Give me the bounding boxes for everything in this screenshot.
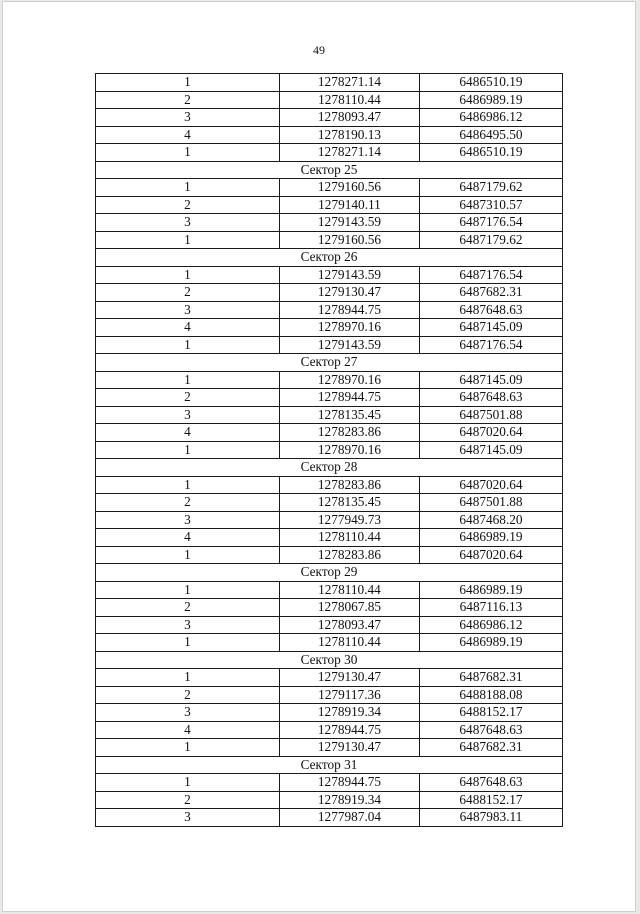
coordinate-y-cell: 6486986.12 (420, 616, 563, 634)
point-number-cell: 4 (96, 721, 280, 739)
coordinate-x-cell: 1279143.59 (280, 214, 420, 232)
point-number-cell: 1 (96, 739, 280, 757)
coordinate-y-cell: 6488188.08 (420, 686, 563, 704)
coordinate-x-cell: 1278135.45 (280, 406, 420, 424)
coordinate-y-cell: 6487682.31 (420, 669, 563, 687)
sector-header-row (96, 459, 563, 477)
coordinate-y-cell: 6486510.19 (420, 74, 563, 92)
table-row (96, 196, 563, 214)
coordinate-y-cell: 6487145.09 (420, 371, 563, 389)
coordinate-x-cell: 1279160.56 (280, 231, 420, 249)
coordinate-x-cell: 1278093.47 (280, 109, 420, 127)
sector-header-row (96, 564, 563, 582)
sector-title: Сектор 31 (96, 756, 563, 774)
point-number-cell: 1 (96, 336, 280, 354)
coordinate-x-cell: 1278135.45 (280, 494, 420, 512)
table-row (96, 441, 563, 459)
table-row (96, 686, 563, 704)
table-row (96, 74, 563, 92)
coordinate-y-cell: 6487179.62 (420, 179, 563, 197)
coordinate-x-cell: 1278271.14 (280, 74, 420, 92)
point-number-cell: 1 (96, 371, 280, 389)
coordinate-y-cell: 6487682.31 (420, 739, 563, 757)
coordinate-y-cell: 6486495.50 (420, 126, 563, 144)
coordinates-table-body (96, 74, 563, 827)
coordinate-x-cell: 1278944.75 (280, 389, 420, 407)
point-number-cell: 4 (96, 319, 280, 337)
coordinate-x-cell: 1278944.75 (280, 721, 420, 739)
point-number-cell: 1 (96, 581, 280, 599)
table-row (96, 126, 563, 144)
coordinate-x-cell: 1279140.11 (280, 196, 420, 214)
table-row (96, 336, 563, 354)
table-row (96, 389, 563, 407)
coordinate-y-cell: 6487648.63 (420, 389, 563, 407)
point-number-cell: 2 (96, 284, 280, 302)
point-number-cell: 1 (96, 546, 280, 564)
point-number-cell: 4 (96, 529, 280, 547)
coordinate-y-cell: 6487116.13 (420, 599, 563, 617)
coordinate-y-cell: 6487176.54 (420, 214, 563, 232)
page-number: 49 (313, 43, 325, 57)
coordinate-y-cell: 6487020.64 (420, 476, 563, 494)
table-row (96, 371, 563, 389)
coordinate-x-cell: 1278110.44 (280, 634, 420, 652)
table-row (96, 791, 563, 809)
coordinate-y-cell: 6487020.64 (420, 546, 563, 564)
table-row (96, 179, 563, 197)
coordinate-x-cell: 1278919.34 (280, 791, 420, 809)
coordinate-x-cell: 1277987.04 (280, 809, 420, 827)
table-row (96, 406, 563, 424)
point-number-cell: 2 (96, 599, 280, 617)
coordinate-y-cell: 6487501.88 (420, 494, 563, 512)
sector-title: Сектор 28 (96, 459, 563, 477)
point-number-cell: 2 (96, 494, 280, 512)
sector-title: Сектор 25 (96, 161, 563, 179)
table-row (96, 266, 563, 284)
point-number-cell: 3 (96, 511, 280, 529)
coordinate-y-cell: 6487983.11 (420, 809, 563, 827)
table-row (96, 599, 563, 617)
coordinate-x-cell: 1279130.47 (280, 739, 420, 757)
coordinate-y-cell: 6487468.20 (420, 511, 563, 529)
coordinate-y-cell: 6486986.12 (420, 109, 563, 127)
table-row (96, 581, 563, 599)
table-row (96, 704, 563, 722)
sector-header-row (96, 161, 563, 179)
coordinate-y-cell: 6487145.09 (420, 441, 563, 459)
coordinate-y-cell: 6487682.31 (420, 284, 563, 302)
table-row (96, 774, 563, 792)
coordinate-y-cell: 6487179.62 (420, 231, 563, 249)
coordinate-y-cell: 6487176.54 (420, 266, 563, 284)
point-number-cell: 1 (96, 179, 280, 197)
point-number-cell: 4 (96, 424, 280, 442)
coordinate-y-cell: 6487310.57 (420, 196, 563, 214)
coordinate-x-cell: 1278944.75 (280, 301, 420, 319)
table-row (96, 809, 563, 827)
coordinate-y-cell: 6487648.63 (420, 774, 563, 792)
point-number-cell: 1 (96, 669, 280, 687)
table-row (96, 284, 563, 302)
table-row (96, 319, 563, 337)
table-row (96, 231, 563, 249)
coordinate-x-cell: 1278283.86 (280, 476, 420, 494)
coordinates-table (95, 73, 563, 827)
document-page (3, 2, 635, 911)
coordinate-x-cell: 1278093.47 (280, 616, 420, 634)
point-number-cell: 4 (96, 126, 280, 144)
point-number-cell: 1 (96, 266, 280, 284)
table-row (96, 511, 563, 529)
coordinate-y-cell: 6488152.17 (420, 704, 563, 722)
table-row (96, 144, 563, 162)
coordinate-x-cell: 1278919.34 (280, 704, 420, 722)
coordinate-y-cell: 6487145.09 (420, 319, 563, 337)
coordinate-x-cell: 1278970.16 (280, 319, 420, 337)
table-row (96, 301, 563, 319)
sector-header-row (96, 756, 563, 774)
table-row (96, 739, 563, 757)
coordinate-x-cell: 1278110.44 (280, 529, 420, 547)
point-number-cell: 1 (96, 441, 280, 459)
point-number-cell: 1 (96, 634, 280, 652)
sector-header-row (96, 354, 563, 372)
point-number-cell: 3 (96, 214, 280, 232)
coordinate-x-cell: 1278190.13 (280, 126, 420, 144)
table-row (96, 721, 563, 739)
sector-title: Сектор 30 (96, 651, 563, 669)
point-number-cell: 1 (96, 74, 280, 92)
coordinate-x-cell: 1279117.36 (280, 686, 420, 704)
coordinate-y-cell: 6486510.19 (420, 144, 563, 162)
point-number-cell: 2 (96, 389, 280, 407)
coordinate-y-cell: 6486989.19 (420, 529, 563, 547)
coordinate-y-cell: 6486989.19 (420, 581, 563, 599)
coordinate-x-cell: 1278271.14 (280, 144, 420, 162)
coordinate-y-cell: 6486989.19 (420, 634, 563, 652)
coordinate-y-cell: 6486989.19 (420, 91, 563, 109)
point-number-cell: 3 (96, 704, 280, 722)
point-number-cell: 3 (96, 109, 280, 127)
point-number-cell: 2 (96, 91, 280, 109)
point-number-cell: 3 (96, 809, 280, 827)
point-number-cell: 2 (96, 686, 280, 704)
point-number-cell: 2 (96, 196, 280, 214)
point-number-cell: 3 (96, 301, 280, 319)
sector-title: Сектор 29 (96, 564, 563, 582)
table-row (96, 476, 563, 494)
point-number-cell: 2 (96, 791, 280, 809)
coordinate-x-cell: 1278970.16 (280, 371, 420, 389)
sector-title: Сектор 27 (96, 354, 563, 372)
point-number-cell: 1 (96, 476, 280, 494)
table-row (96, 546, 563, 564)
coordinate-x-cell: 1278283.86 (280, 424, 420, 442)
coordinate-y-cell: 6487648.63 (420, 301, 563, 319)
coordinate-x-cell: 1278067.85 (280, 599, 420, 617)
table-row (96, 214, 563, 232)
coordinate-x-cell: 1279160.56 (280, 179, 420, 197)
sector-header-row (96, 651, 563, 669)
table-row (96, 669, 563, 687)
table-row (96, 616, 563, 634)
coordinate-y-cell: 6488152.17 (420, 791, 563, 809)
coordinate-y-cell: 6487176.54 (420, 336, 563, 354)
sector-title: Сектор 26 (96, 249, 563, 267)
coordinate-x-cell: 1278110.44 (280, 91, 420, 109)
table-row (96, 424, 563, 442)
point-number-cell: 1 (96, 144, 280, 162)
table-row (96, 91, 563, 109)
coordinate-x-cell: 1279143.59 (280, 266, 420, 284)
coordinate-y-cell: 6487501.88 (420, 406, 563, 424)
point-number-cell: 3 (96, 616, 280, 634)
table-row (96, 109, 563, 127)
coordinate-x-cell: 1279130.47 (280, 669, 420, 687)
point-number-cell: 3 (96, 406, 280, 424)
table-row (96, 494, 563, 512)
table-row (96, 634, 563, 652)
coordinate-y-cell: 6487648.63 (420, 721, 563, 739)
table-row (96, 529, 563, 547)
coordinate-x-cell: 1277949.73 (280, 511, 420, 529)
coordinate-y-cell: 6487020.64 (420, 424, 563, 442)
coordinate-x-cell: 1278110.44 (280, 581, 420, 599)
point-number-cell: 1 (96, 774, 280, 792)
coordinate-x-cell: 1279130.47 (280, 284, 420, 302)
coordinate-x-cell: 1279143.59 (280, 336, 420, 354)
point-number-cell: 1 (96, 231, 280, 249)
coordinate-x-cell: 1278283.86 (280, 546, 420, 564)
coordinate-x-cell: 1278944.75 (280, 774, 420, 792)
coordinate-x-cell: 1278970.16 (280, 441, 420, 459)
sector-header-row (96, 249, 563, 267)
